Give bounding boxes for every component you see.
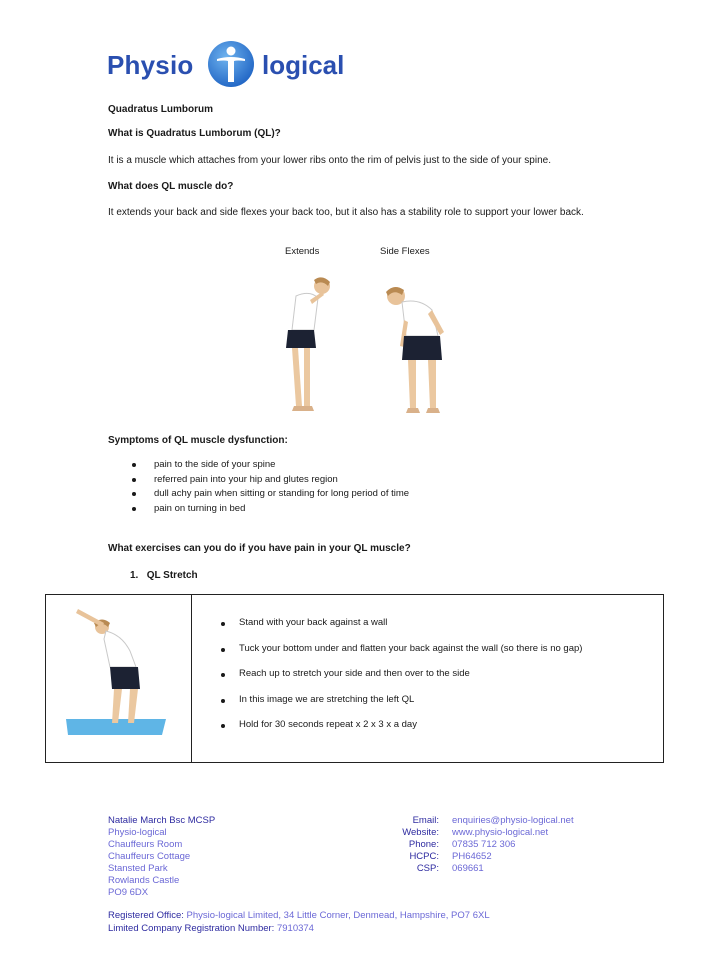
registered-office bbox=[108, 910, 490, 922]
extends-photo bbox=[270, 268, 350, 418]
logo-figure-icon bbox=[207, 40, 255, 88]
footer-address-line: Chauffeurs Room bbox=[108, 839, 183, 850]
heading-exercises: What exercises can you do if you have pain in your QL muscle? bbox=[108, 543, 411, 554]
list-item: In this image we are stretching the left QL bbox=[221, 694, 582, 720]
list-item: dull achy pain when sitting or standing for long period of time bbox=[132, 487, 409, 502]
heading-what-does-ql-do: What does QL muscle do? bbox=[108, 181, 234, 192]
list-item: Tuck your bottom under and flatten your back against the wall (so there is no gap) bbox=[221, 643, 582, 669]
list-item: Hold for 30 seconds repeat x 2 x 3 x a day bbox=[221, 719, 582, 745]
company-registration-label: Limited Company Registration Number: bbox=[108, 923, 275, 934]
footer-address-line: Rowlands Castle bbox=[108, 875, 180, 886]
exercise-steps-list bbox=[221, 617, 582, 745]
list-item: Stand with your back against a wall bbox=[221, 617, 582, 643]
exercise-title: QL Stretch bbox=[146, 570, 198, 581]
footer-website-label: Website: bbox=[402, 827, 439, 838]
figure-label-extends: Extends bbox=[285, 246, 320, 257]
list-item: pain on turning in bed bbox=[132, 502, 409, 517]
document-title: Quadratus Lumborum bbox=[108, 104, 214, 115]
heading-what-is-ql: What is Quadratus Lumborum (QL)? bbox=[108, 128, 281, 139]
paragraph-what-does-ql-do: It extends your back and side flexes your back too, but it also has a stability role to support your lower back. bbox=[108, 207, 584, 218]
footer-address-line: Chauffeurs Cottage bbox=[108, 851, 191, 862]
registered-office-label: Registered Office: bbox=[108, 910, 184, 921]
footer-csp-value: 069661 bbox=[452, 863, 484, 874]
footer-address-line: PO9 6DX bbox=[108, 887, 149, 898]
paragraph-what-is-ql: It is a muscle which attaches from your lower ribs onto the rim of pelvis just to the side of your spine. bbox=[108, 155, 551, 166]
list-item: referred pain into your hip and glutes region bbox=[132, 473, 409, 488]
heading-symptoms: Symptoms of QL muscle dysfunction: bbox=[108, 435, 288, 446]
footer-email-link[interactable]: enquiries@physio-logical.net bbox=[452, 815, 574, 826]
footer-email-label: Email: bbox=[412, 815, 439, 826]
exercise-number: 1. bbox=[130, 570, 139, 581]
physio-logical-logo bbox=[107, 38, 367, 90]
symptoms-list bbox=[132, 458, 409, 516]
figure-label-side-flexes: Side Flexes bbox=[380, 246, 430, 257]
list-item: Reach up to stretch your side and then over to the side bbox=[221, 668, 582, 694]
exercise-1-heading bbox=[130, 569, 198, 583]
exercise-table bbox=[45, 594, 664, 763]
company-registration-number: 7910374 bbox=[276, 923, 314, 934]
company-registration bbox=[108, 923, 314, 935]
footer-address-line: Physio-logical bbox=[108, 827, 167, 838]
footer-name: Natalie March Bsc MCSP bbox=[108, 815, 216, 826]
registered-office-address: Physio-logical Limited, 34 Little Corner, Denmead, Hampshire, PO7 6XL bbox=[186, 910, 490, 921]
ql-stretch-photo bbox=[64, 601, 174, 736]
footer-csp-label: CSP: bbox=[416, 863, 439, 874]
logo-text-left: Physio bbox=[107, 50, 194, 80]
footer-address-line: Stansted Park bbox=[108, 863, 168, 874]
footer-hcpc-value: PH64652 bbox=[452, 851, 492, 862]
list-item: pain to the side of your spine bbox=[132, 458, 409, 473]
footer-hcpc-label: HCPC: bbox=[409, 851, 439, 862]
footer-website-link[interactable]: www.physio-logical.net bbox=[452, 827, 549, 838]
side-flexes-photo bbox=[380, 280, 460, 420]
footer-phone-label: Phone: bbox=[408, 839, 439, 850]
table-divider bbox=[191, 595, 192, 762]
logo-text-right: logical bbox=[262, 50, 345, 80]
footer-phone-value: 07835 712 306 bbox=[452, 839, 516, 850]
